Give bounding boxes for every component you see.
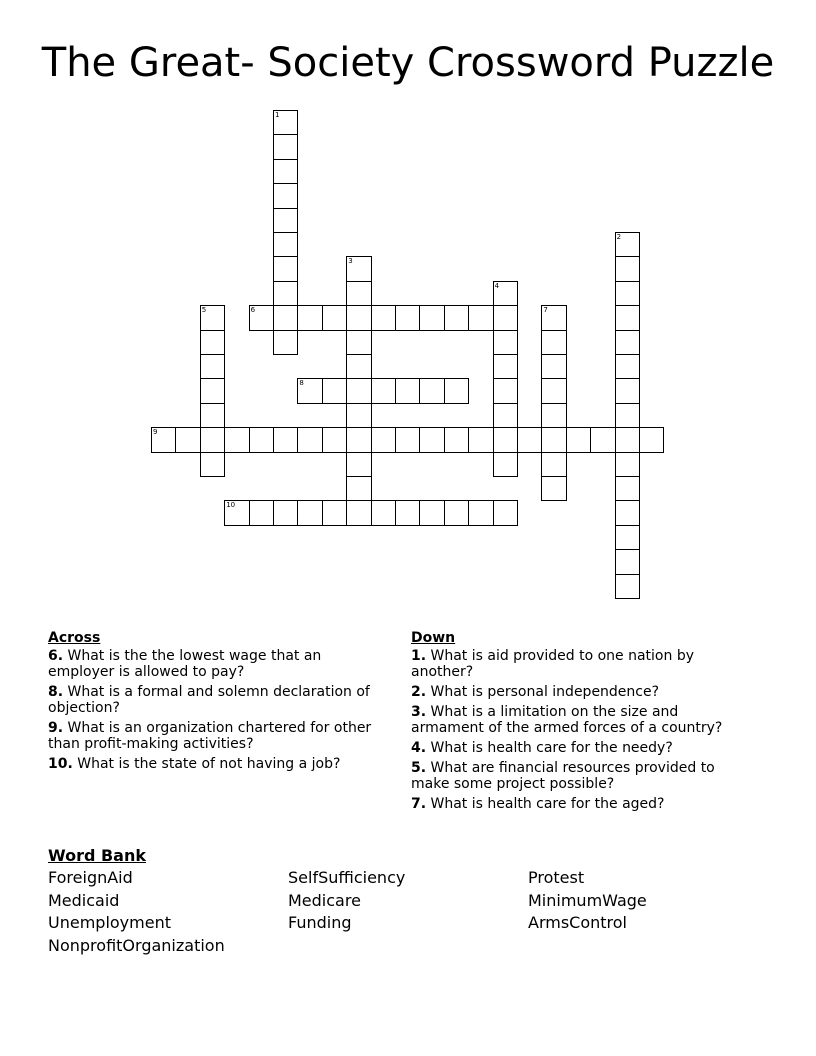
down-clue <box>411 740 751 756</box>
grid-cell[interactable] <box>273 281 298 306</box>
grid-cell[interactable] <box>346 354 371 379</box>
grid-cell[interactable] <box>273 110 298 135</box>
grid-cell[interactable] <box>273 427 298 452</box>
grid-cell[interactable] <box>615 452 640 477</box>
clue-number: 9. <box>48 720 64 736</box>
grid-cell[interactable] <box>175 427 200 452</box>
clue-text: What are financial resources provided to make some project possible? <box>411 760 715 792</box>
across-clue <box>48 648 378 680</box>
grid-cell[interactable] <box>444 500 469 525</box>
clue-text: What is the the lowest wage that an employer is allowed to pay? <box>48 648 322 680</box>
grid-cell[interactable] <box>346 427 371 452</box>
grid-cell[interactable] <box>615 403 640 428</box>
grid-cell[interactable] <box>444 427 469 452</box>
cell-number: 1 <box>275 111 280 119</box>
grid-cell[interactable] <box>273 330 298 355</box>
grid-cell[interactable] <box>615 525 640 550</box>
clue-number: 10. <box>48 756 73 772</box>
grid-cell[interactable] <box>541 452 566 477</box>
grid-cell[interactable] <box>493 354 518 379</box>
grid-cell[interactable] <box>395 500 420 525</box>
grid-cell[interactable] <box>493 281 518 306</box>
grid-cell[interactable] <box>419 378 444 403</box>
word-bank-item: Protest <box>528 868 585 887</box>
grid-cell[interactable] <box>615 330 640 355</box>
grid-cell[interactable] <box>517 427 542 452</box>
grid-cell[interactable] <box>615 378 640 403</box>
grid-cell[interactable] <box>200 354 225 379</box>
clue-number: 8. <box>48 684 64 700</box>
grid-cell[interactable] <box>273 183 298 208</box>
grid-cell[interactable] <box>541 330 566 355</box>
word-bank-item: MinimumWage <box>528 890 647 910</box>
across-clues <box>48 630 378 776</box>
grid-cell[interactable] <box>346 256 371 281</box>
grid-cell[interactable] <box>615 549 640 574</box>
grid-cell[interactable] <box>151 427 176 452</box>
grid-cell[interactable] <box>200 427 225 452</box>
grid-cell[interactable] <box>346 378 371 403</box>
word-bank-item: Medicaid <box>48 890 120 910</box>
cell-number: 2 <box>616 233 622 241</box>
grid-cell[interactable] <box>346 305 371 330</box>
word-bank-item: ForeignAid <box>48 868 133 887</box>
grid-cell[interactable] <box>493 330 518 355</box>
grid-cell[interactable] <box>615 574 640 599</box>
cell-number: 7 <box>543 306 548 315</box>
grid-cell[interactable] <box>346 452 371 477</box>
cell-number: 8 <box>299 379 304 388</box>
grid-cell[interactable] <box>615 354 640 379</box>
clue-number: 1. <box>411 648 427 664</box>
grid-cell[interactable] <box>615 500 640 525</box>
grid-cell[interactable] <box>615 427 640 452</box>
grid-cell[interactable] <box>273 500 298 525</box>
grid-cell[interactable] <box>639 427 664 452</box>
grid-cell[interactable] <box>419 305 444 330</box>
clue-number: 2. <box>411 684 427 700</box>
grid-cell[interactable] <box>371 378 396 403</box>
grid-cell[interactable] <box>493 378 518 403</box>
grid-cell[interactable] <box>371 305 396 330</box>
clue-number: 6. <box>48 648 64 664</box>
grid-cell[interactable] <box>200 305 225 330</box>
grid-cell[interactable] <box>322 378 347 403</box>
grid-cell[interactable] <box>419 500 444 525</box>
grid-cell[interactable] <box>346 500 371 525</box>
grid-cell[interactable] <box>273 134 298 159</box>
grid-cell[interactable] <box>297 500 322 525</box>
grid-cell[interactable] <box>419 427 444 452</box>
cell-number: 6 <box>250 306 256 315</box>
grid-cell[interactable] <box>297 427 322 452</box>
across-heading: Across <box>48 630 101 646</box>
word-bank-item: Funding <box>288 913 352 932</box>
grid-cell[interactable] <box>346 281 371 306</box>
grid-cell[interactable] <box>322 500 347 525</box>
clue-text: What is a limitation on the size and armament of the armed forces of a country? <box>411 704 723 736</box>
grid-cell[interactable] <box>493 500 518 525</box>
grid-cell[interactable] <box>371 500 396 525</box>
clue-number: 4. <box>411 740 427 756</box>
grid-cell[interactable] <box>541 354 566 379</box>
grid-cell[interactable] <box>493 452 518 477</box>
word-bank-item: SelfSufficiency <box>288 868 406 887</box>
grid-cell[interactable] <box>346 476 371 501</box>
grid-cell[interactable] <box>468 305 493 330</box>
across-clue <box>48 756 378 772</box>
grid-cell[interactable] <box>615 281 640 306</box>
grid-cell[interactable] <box>322 305 347 330</box>
clue-text: What is health care for the needy? <box>426 740 673 756</box>
grid-cell[interactable] <box>297 378 322 403</box>
cell-number: 5 <box>201 306 207 315</box>
grid-cell[interactable] <box>200 452 225 477</box>
grid-cell[interactable] <box>615 476 640 501</box>
grid-cell[interactable] <box>468 500 493 525</box>
grid-cell[interactable] <box>224 427 249 452</box>
word-bank-item: ArmsControl <box>528 913 627 932</box>
grid-cell[interactable] <box>541 403 566 428</box>
across-clue <box>48 720 378 752</box>
clue-number: 3. <box>411 704 427 720</box>
grid-cell[interactable] <box>200 378 225 403</box>
word-bank <box>48 846 768 957</box>
down-clue <box>411 648 751 680</box>
grid-cell[interactable] <box>566 427 591 452</box>
grid-cell[interactable] <box>541 305 566 330</box>
grid-cell[interactable] <box>273 208 298 233</box>
grid-cell[interactable] <box>493 403 518 428</box>
cell-number: 10 <box>226 501 236 510</box>
grid-cell[interactable] <box>273 159 298 184</box>
grid-cell[interactable] <box>297 305 322 330</box>
down-clue <box>411 796 751 812</box>
clue-number: 7. <box>411 796 427 812</box>
clue-number: 5. <box>411 760 427 776</box>
down-clue <box>411 704 751 736</box>
across-clue <box>48 684 378 716</box>
clue-text: What is health care for the aged? <box>426 796 665 812</box>
down-clues <box>411 630 751 816</box>
down-heading: Down <box>411 630 456 646</box>
grid-cell[interactable] <box>493 427 518 452</box>
grid-cell[interactable] <box>468 427 493 452</box>
word-bank-item: NonprofitOrganization <box>48 935 225 955</box>
grid-cell[interactable] <box>541 378 566 403</box>
grid-cell[interactable] <box>200 403 225 428</box>
clue-text: What is a formal and solemn declaration of objection? <box>48 684 370 716</box>
grid-cell[interactable] <box>249 500 274 525</box>
word-bank-heading: Word Bank <box>48 846 147 865</box>
grid-cell[interactable] <box>249 427 274 452</box>
grid-cell[interactable] <box>224 500 249 525</box>
grid-cell[interactable] <box>273 256 298 281</box>
grid-cell[interactable] <box>615 305 640 330</box>
grid-cell[interactable] <box>444 305 469 330</box>
grid-cell[interactable] <box>322 427 347 452</box>
clue-text: What is personal independence? <box>426 684 660 700</box>
down-clue <box>411 684 751 700</box>
clue-text: What is the state of not having a job? <box>72 756 341 772</box>
clue-text: What is aid provided to one nation by another? <box>411 648 694 680</box>
grid-cell[interactable] <box>371 427 396 452</box>
grid-cell[interactable] <box>273 232 298 257</box>
down-clue <box>411 760 751 792</box>
grid-cell[interactable] <box>444 378 469 403</box>
grid-cell[interactable] <box>395 427 420 452</box>
grid-cell[interactable] <box>541 476 566 501</box>
grid-cell[interactable] <box>590 427 615 452</box>
grid-cell[interactable] <box>273 305 298 330</box>
grid-cell[interactable] <box>395 305 420 330</box>
grid-cell[interactable] <box>615 232 640 257</box>
cell-number: 3 <box>348 257 353 266</box>
grid-cell[interactable] <box>200 330 225 355</box>
cell-number: 9 <box>153 428 158 437</box>
word-bank-item: Medicare <box>288 890 361 910</box>
grid-cell[interactable] <box>395 378 420 403</box>
page-title: The Great- Society Crossword Puzzle <box>41 40 775 86</box>
word-bank-item: Unemployment <box>48 913 171 932</box>
grid-cell[interactable] <box>346 330 371 355</box>
grid-cell[interactable] <box>615 256 640 281</box>
cell-number: 4 <box>494 281 500 290</box>
grid-cell[interactable] <box>541 427 566 452</box>
word-bank-list <box>48 867 768 957</box>
grid-cell[interactable] <box>249 305 274 330</box>
clue-text: What is an organization chartered for other than profit-making activities? <box>48 720 372 752</box>
grid-cell[interactable] <box>346 403 371 428</box>
grid-cell[interactable] <box>493 305 518 330</box>
